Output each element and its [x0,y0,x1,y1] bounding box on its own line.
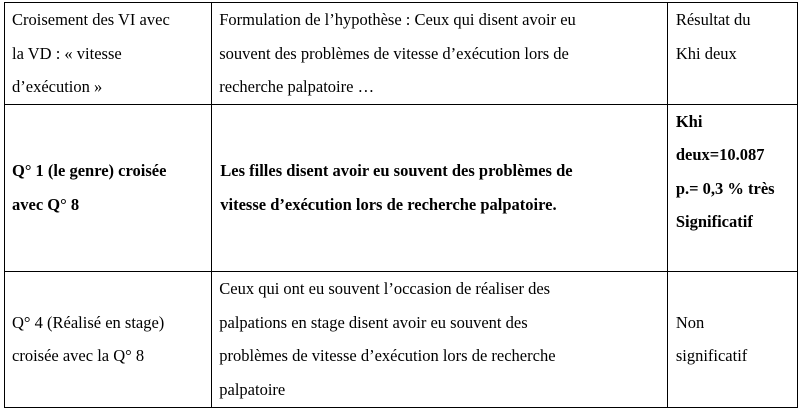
text-line: deux=10.087 [675,145,765,164]
text-line: Khi [675,111,703,131]
table-row [5,271,798,407]
text-line: Ceux qui ont eu souvent l’occasion de réaliser des [219,279,551,298]
text-line: d’exécution » [12,77,103,96]
row1-hypothesis-text [212,154,667,221]
header-cell-result [667,3,797,105]
text-line: Q° 1 (le genre) croisée [12,161,167,180]
text-line: vitesse d’exécution lors de recherche palpatoire. [220,194,557,214]
header-crossing-text [5,3,211,104]
row2-result-cell [667,271,797,407]
text-line: problèmes de vitesse d’exécution lors de recherche [219,346,556,365]
row2-crossing-cell [5,271,212,407]
row2-crossing-text [5,306,211,373]
row1-hypothesis-cell [212,104,668,271]
header-hypothesis-text [212,3,667,104]
text-line: Les filles disent avoir eu souvent des problèmes de [220,161,573,180]
text-line: palpatoire [219,379,286,399]
row2-hypothesis-cell [212,271,668,407]
row1-result-cell [667,104,797,271]
text-line: Q° 4 (Réalisé en stage) [12,312,165,332]
row1-crossing-cell [5,104,212,271]
text-line: Khi deux [675,43,737,63]
text-line: souvent des problèmes de vitesse d’exécution lors de [219,43,569,63]
row2-hypothesis-text [212,272,667,406]
text-line: Résultat du [675,10,751,29]
text-line: p.= 0,3 % très [675,178,775,198]
table-row [5,104,798,271]
text-line: croisée avec la Q° 8 [12,346,145,365]
text-line: significatif [675,346,748,365]
table-header-row [5,3,798,105]
header-cell-crossing [5,3,212,105]
text-line: Significatif [675,212,753,231]
text-line: Croisement des VI avec [12,10,170,29]
text-line: avec Q° 8 [12,194,80,214]
header-cell-hypothesis [212,3,668,105]
row1-result-text [668,105,797,239]
header-result-text [668,3,797,70]
text-line: recherche palpatoire … [219,77,375,96]
text-line: Non [675,312,705,332]
text-line: la VD : « vitesse [12,43,122,63]
hypothesis-table [4,2,798,408]
row1-crossing-text [5,154,211,221]
row2-result-text [668,306,797,373]
text-line: palpations en stage disent avoir eu souvent des [219,312,528,332]
text-line: Formulation de l’hypothèse : Ceux qui disent avoir eu [219,10,576,29]
